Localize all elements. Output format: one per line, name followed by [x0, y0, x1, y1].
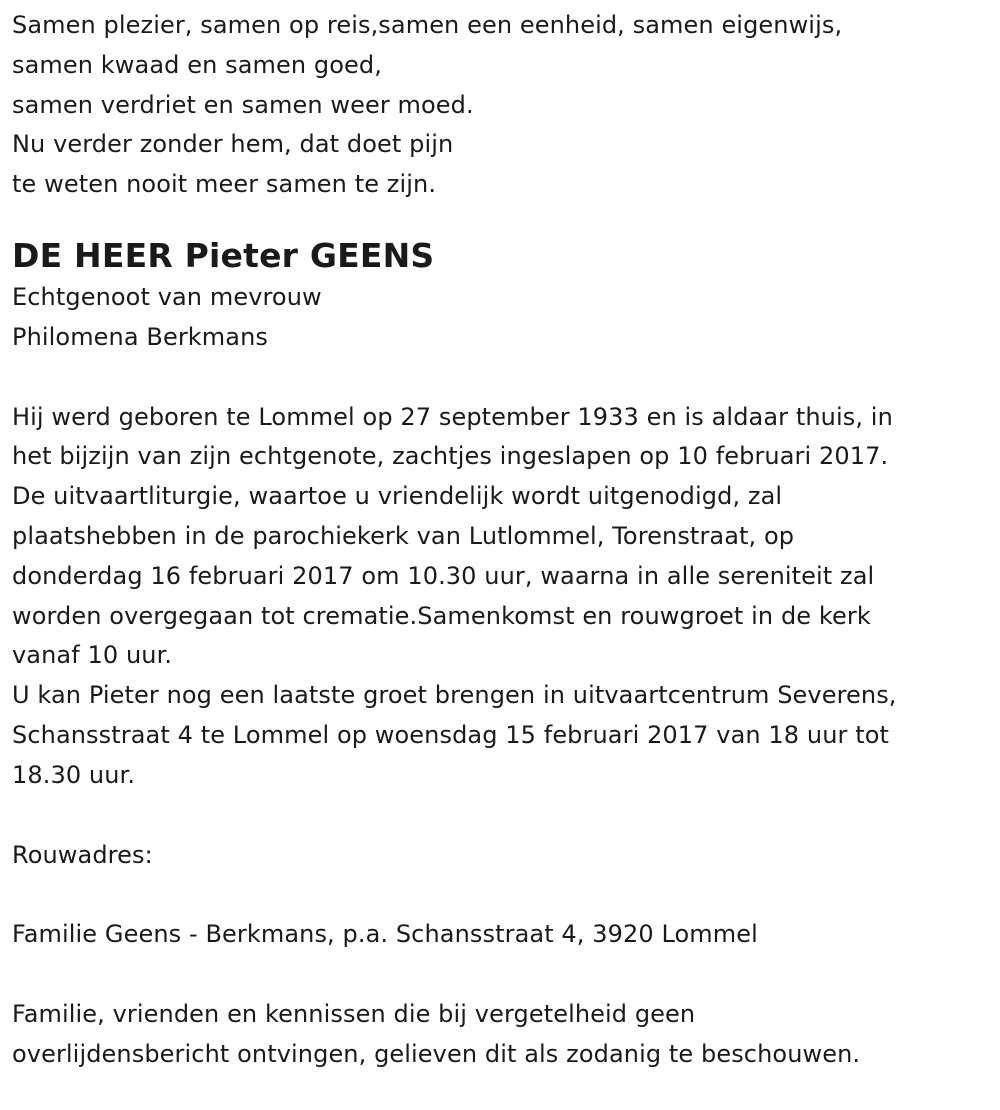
announcement-line: 18.30 uur.: [12, 760, 136, 789]
poem: [12, 6, 1000, 205]
announcement-line: donderdag 16 februari 2017 om 10.30 uur, waarna in alle sereniteit zal: [12, 561, 875, 590]
closing-line: overlijdensbericht ontvingen, gelieven dit als zodanig te beschouwen.: [12, 1039, 861, 1068]
spacer: [12, 796, 1000, 836]
deceased-name: DE HEER Pieter GEENS: [12, 235, 435, 275]
announcement-line: worden overgegaan tot crematie.Samenkomst en rouwgroet in de kerk: [12, 601, 871, 630]
spacer: [12, 875, 1000, 915]
announcement-line: vanaf 10 uur.: [12, 641, 173, 670]
poem-line: Nu verder zonder hem, dat doet pijn: [12, 130, 454, 159]
announcement-text: [12, 398, 1000, 796]
spouse-name: Philomena Berkmans: [12, 322, 268, 351]
closing-note: [12, 995, 1000, 1075]
poem-line: samen kwaad en samen goed,: [12, 50, 382, 79]
announcement-line: Schansstraat 4 te Lommel op woensdag 15 februari 2017 van 18 uur tot: [12, 720, 890, 749]
announcement-line: De uitvaartliturgie, waartoe u vriendelijk wordt uitgenodigd, zal: [12, 482, 783, 511]
address-label: Rouwadres:: [12, 840, 153, 869]
announcement-line: U kan Pieter nog een laatste groet brengen in uitvaartcentrum Severens,: [12, 681, 897, 710]
announcement-line: Hij werd geboren te Lommel op 27 september 1933 en is aldaar thuis, in: [12, 402, 893, 431]
address-value: Familie Geens - Berkmans, p.a. Schansstraat 4, 3920 Lommel: [12, 920, 758, 949]
closing-line: Familie, vrienden en kennissen die bij vergetelheid geen: [12, 1000, 696, 1029]
announcement-line: plaatshebben in de parochiekerk van Lutlommel, Torenstraat, op: [12, 521, 795, 550]
poem-line: Samen plezier, samen op reis,samen een eenheid, samen eigenwijs,: [12, 11, 843, 39]
poem-line: samen verdriet en samen weer moed.: [12, 90, 474, 119]
spacer: [12, 358, 1000, 398]
announcement-line: het bijzijn van zijn echtgenote, zachtjes ingeslapen op 10 februari 2017.: [12, 442, 889, 471]
relation-line: Echtgenoot van mevrouw: [12, 282, 322, 311]
spacer: [12, 955, 1000, 995]
poem-line: te weten nooit meer samen te zijn.: [12, 170, 437, 199]
